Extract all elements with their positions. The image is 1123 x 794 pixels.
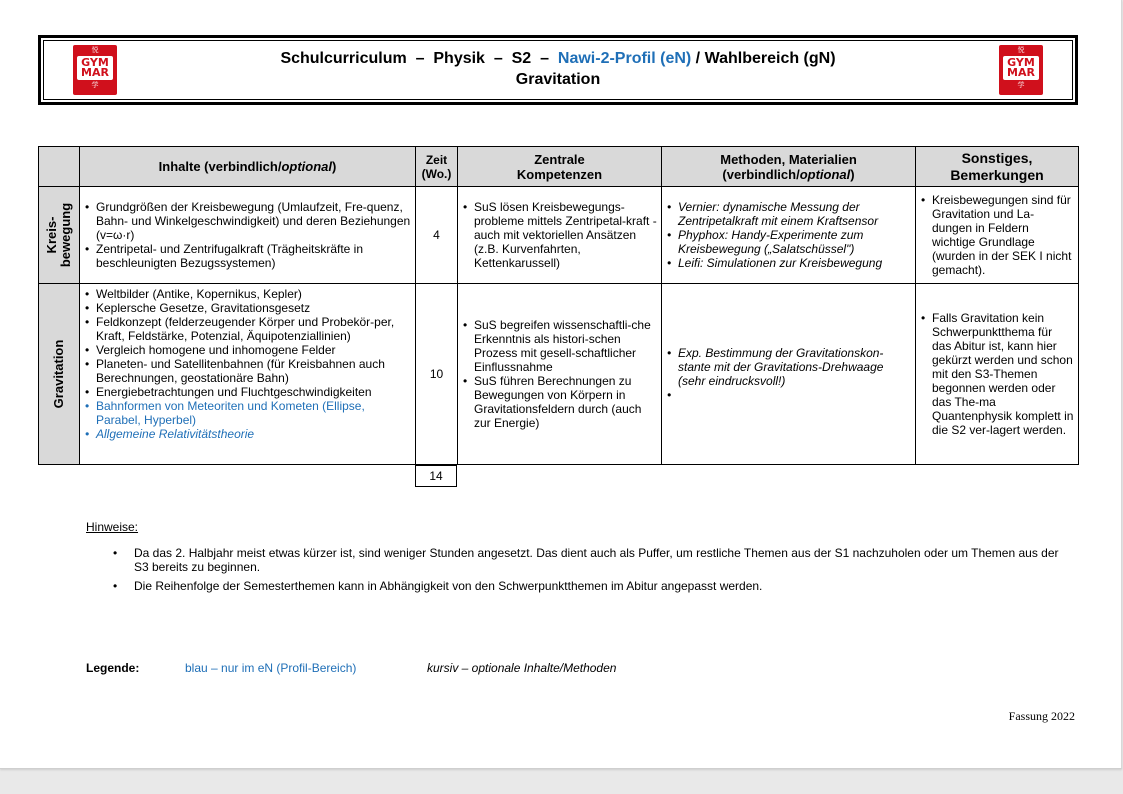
header-zeit: Zeit (Wo.) [416, 147, 458, 187]
header-methoden: Methoden, Materialien (verbindlich/optional) [662, 147, 916, 187]
total-weeks: 14 [415, 465, 457, 487]
header-kompetenzen: Zentrale Kompetenzen [458, 147, 662, 187]
cell-inhalte: • Weltbilder (Antike, Kopernikus, Kepler) • Keplersche Gesetze, Gravitationsgesetz • Feldkonzept (felderzeugender Körper und Probekör-per, Kraft, Feldstärke, Potenzial, Äquipotenziallinien) • Vergleich homogene und inhomogene Felder • Planeten- und Satellitenbahnen (für Kreisbahnen auch Berechnungen, geostationäre Bahn) • Energiebetrachtungen und Fluchtgeschwindigkeiten • Bahnformen von Meteoriten und Kometen (Ellipse, Parabel, Hyperbel) • Allgemeine Relativitätstheorie [80, 284, 416, 465]
row-label-kreisbewegung: Kreis- bewegung [39, 187, 80, 284]
cell-kompetenzen: • SuS begreifen wissenschaftli-che Erkenntnis als histori-schen Prozess mit gesell-schaftlicher Einflussnahme • SuS führen Berechnungen zu Bewegungen von Körpern in Gravitationsfeldern durch (auch zur Energie) [458, 284, 662, 465]
document-title: Schulcurriculum – Physik – S2 – Nawi-2-Profil (eN) / Wahlbereich (gN) Gravitation [41, 48, 1075, 90]
cell-methoden: • Vernier: dynamische Messung der Zentripetalkraft mit einem Kraftsensor • Phyphox: Handy-Experimente zum Kreisbewegung („Salatschüssel") • Leifi: Simulationen zur Kreisbewegung [662, 187, 916, 284]
legend-blue: blau – nur im eN (Profil-Bereich) [185, 661, 357, 675]
cell-zeit: 10 [416, 284, 458, 465]
header-box [38, 35, 1078, 105]
curriculum-table [38, 146, 1079, 465]
list-item: • Die Reihenfolge der Semesterthemen kann in Abhängigkeit von den Schwerpunktthemen im Abitur angepasst werden. [134, 579, 1076, 593]
legend-label: Legende: [86, 661, 140, 675]
cell-kompetenzen: • SuS lösen Kreisbewegungs-probleme mittels Zentripetal-kraft - auch mit vektoriellen Ansätzen (z.B. Kurvenfahrten, Kettenkarussell) [458, 187, 662, 284]
header-sonstiges: Sonstiges, Bemerkungen [916, 147, 1079, 187]
header-inhalte: Inhalte (verbindlich/optional) [80, 147, 416, 187]
legend-italic: kursiv – optionale Inhalte/Methoden [427, 661, 617, 675]
cell-methoden: • Exp. Bestimmung der Gravitationskon-stante mit der Gravitations-Drehwaage (sehr eindrucksvoll!) • [662, 284, 916, 465]
cell-zeit: 4 [416, 187, 458, 284]
table-row [39, 284, 1079, 465]
version-note: Fassung 2022 [1008, 709, 1075, 723]
table-header-row [39, 147, 1079, 187]
document-subtitle: Gravitation [515, 71, 601, 88]
cell-inhalte: • Grundgrößen der Kreisbewegung (Umlaufzeit, Fre-quenz, Bahn- und Winkelgeschwindigkeit) und deren Beziehungen (v=ω·r) • Zentripetal- und Zentrifugalkraft (Trägheitskräfte in beschleunigten Bezugssystemen) [80, 187, 416, 284]
row-label-gravitation: Gravitation [39, 284, 80, 465]
school-logo-right: 悦 GYM MAR 学 [999, 45, 1043, 95]
cell-sonstiges: • Kreisbewegungen sind für Gravitation und La-dungen in Feldern wichtige Grundlage (wurden in der SEK I nicht gemacht). [916, 187, 1079, 284]
school-logo-left: 悦 GYM MAR 学 [73, 45, 117, 95]
cell-sonstiges: • Falls Gravitation kein Schwerpunktthema für das Abitur ist, kann hier gekürzt werden und schon mit den S3-Themen begonnen werden oder das The-ma Quantenphysik komplett in die S2 ver-lagert werden. [916, 284, 1079, 465]
hinweise-section [86, 520, 1076, 598]
header-topic [39, 147, 80, 187]
hinweise-heading: Hinweise: [86, 520, 139, 534]
list-item: • Da das 2. Halbjahr meist etwas kürzer ist, sind weniger Stunden angesetzt. Das dient auch als Puffer, um restliche Themen aus der S1 nachzuholen oder um Themen aus der S3 bereits zu beginnen. [134, 546, 1076, 574]
table-row [39, 187, 1079, 284]
